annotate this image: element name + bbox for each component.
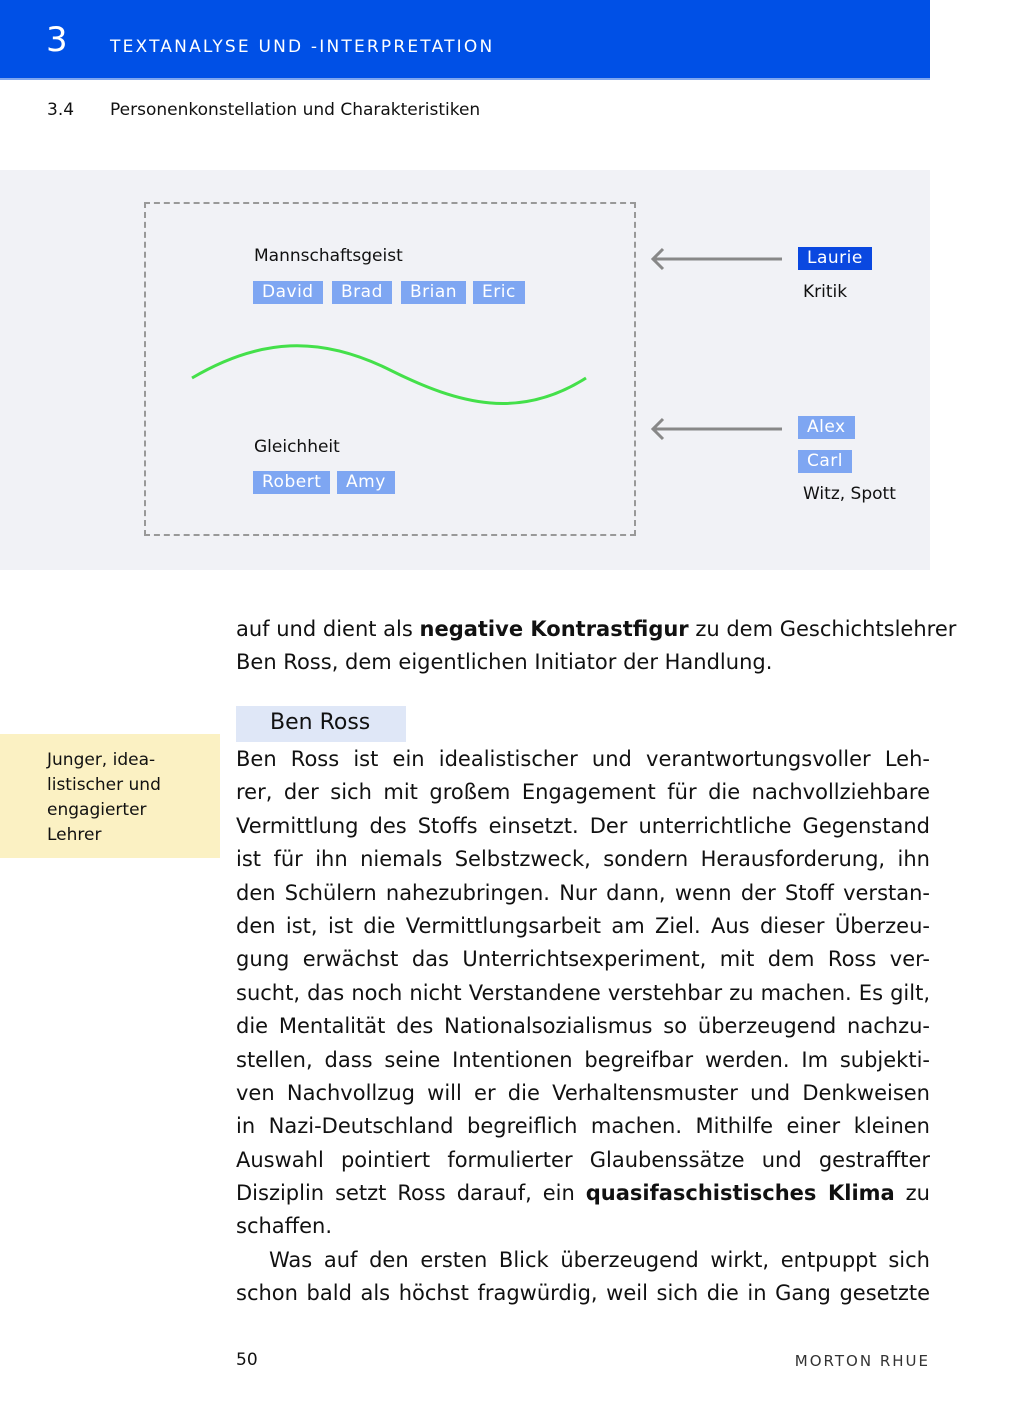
text-line bbox=[236, 1277, 930, 1310]
page-number: 50 bbox=[236, 1350, 258, 1370]
text-line bbox=[236, 843, 930, 876]
section-heading: Ben Ross bbox=[270, 710, 371, 735]
text-segment: gung erwächst das Unterrichtsexperiment, mit dem Ross ver- bbox=[236, 947, 930, 972]
chapter-number: 3 bbox=[46, 20, 68, 60]
diagram-graphics bbox=[0, 170, 930, 570]
text-segment: zu dem Geschichtslehrer bbox=[688, 617, 957, 641]
arrow-left-icon bbox=[653, 249, 782, 269]
text-line bbox=[236, 776, 930, 809]
text-line bbox=[236, 646, 930, 679]
label-witz-spott: Witz, Spott bbox=[803, 484, 896, 504]
group-label-gleichheit: Gleichheit bbox=[254, 437, 340, 457]
text-segment: schon bald als höchst fragwürdig, weil sich die in Gang gesetzte bbox=[236, 1281, 930, 1306]
text-line bbox=[236, 1110, 930, 1143]
tag-brian: Brian bbox=[401, 281, 466, 304]
tag-carl: Carl bbox=[798, 450, 852, 473]
margin-note bbox=[0, 734, 220, 858]
tag-amy: Amy bbox=[337, 471, 395, 494]
tag-brad: Brad bbox=[332, 281, 392, 304]
text-segment: den Schülern nahezubringen. Nur dann, wenn der Stoff verstan- bbox=[236, 880, 930, 905]
text-segment: Ben Ross, dem eigentlichen Initiator der Handlung. bbox=[236, 650, 773, 675]
bold-term: quasifaschistisches Klima bbox=[585, 1181, 895, 1206]
text-segment: Vermittlung des Stoffs einsetzt. Der unterrichtliche Gegenstand bbox=[236, 813, 930, 838]
tag-david: David bbox=[253, 281, 323, 304]
text-line bbox=[236, 1244, 930, 1277]
text-segment: sucht, das noch nicht Verstandene verstehbar zu machen. Es gilt, bbox=[236, 980, 930, 1005]
text-segment: schaffen. bbox=[236, 1214, 333, 1239]
text-segment: ist für ihn niemals Selbstzweck, sondern Herausforderung, ihn bbox=[236, 847, 930, 872]
text-segment: Was auf den ersten Blick überzeugend wirkt, entpuppt sich bbox=[269, 1248, 930, 1272]
text-segment: die Mentalität des Nationalsozialismus so überzeugend nachzu- bbox=[236, 1014, 930, 1039]
group-label-mannschaftsgeist: Mannschaftsgeist bbox=[254, 246, 403, 266]
chapter-title: TEXTANALYSE UND -INTERPRETATION bbox=[110, 37, 495, 57]
text-line bbox=[236, 943, 930, 976]
text-line bbox=[236, 743, 930, 776]
paragraph bbox=[236, 1244, 930, 1311]
text-line bbox=[236, 1077, 930, 1110]
tag-robert: Robert bbox=[253, 471, 330, 494]
margin-note-line: Lehrer bbox=[47, 825, 102, 845]
wave-line bbox=[192, 346, 586, 404]
character-diagram bbox=[0, 170, 930, 570]
text-line bbox=[236, 613, 957, 646]
text-segment: zu bbox=[894, 1181, 930, 1206]
text-segment: in Nazi-Deutschland begreiflich machen. Mithilfe einer kleinen bbox=[236, 1114, 930, 1139]
text-segment: Ben Ross ist ein idealistischer und verantwortungsvoller Leh- bbox=[236, 747, 930, 771]
text-segment: rer, der sich mit großem Engagement für die nachvollziehbare bbox=[236, 780, 930, 805]
bold-term: negative Kontrastfigur bbox=[419, 617, 689, 641]
text-segment: den ist, ist die Vermittlungsarbeit am Ziel. Aus dieser Überzeu- bbox=[236, 913, 930, 938]
text-line bbox=[236, 1010, 930, 1043]
margin-note-line: Junger, idea- bbox=[47, 750, 156, 770]
text-line bbox=[236, 1144, 930, 1177]
tag-eric: Eric bbox=[473, 281, 525, 304]
text-line bbox=[236, 877, 930, 910]
text-segment: ven Nachvollzug will er die Verhaltensmuster und Denkweisen bbox=[236, 1080, 930, 1105]
section-number: 3.4 bbox=[47, 100, 75, 120]
label-kritik: Kritik bbox=[803, 282, 848, 302]
text-line bbox=[236, 1044, 930, 1077]
text-line bbox=[236, 810, 930, 843]
text-segment: auf und dient als bbox=[236, 617, 420, 641]
arrow-left-icon bbox=[653, 419, 782, 439]
margin-note-line: engagierter bbox=[47, 800, 147, 820]
text-segment: stellen, dass seine Intentionen begreifbar werden. Im subjekti- bbox=[236, 1047, 930, 1072]
text-line bbox=[236, 977, 930, 1010]
text-line bbox=[236, 1210, 930, 1243]
paragraph bbox=[236, 613, 957, 680]
text-segment: Disziplin setzt Ross darauf, ein bbox=[236, 1181, 586, 1206]
tag-alex: Alex bbox=[798, 416, 855, 439]
tag-laurie: Laurie bbox=[798, 247, 872, 270]
text-segment: Auswahl pointiert formulierter Glaubenssätze und gestraffter bbox=[236, 1147, 930, 1172]
running-footer-author: MORTON RHUE bbox=[794, 1352, 930, 1370]
chapter-banner bbox=[0, 0, 930, 80]
margin-note-line: listischer und bbox=[47, 775, 161, 795]
text-line bbox=[236, 910, 930, 943]
section-title: Personenkonstellation und Charakteristiken bbox=[110, 100, 481, 120]
paragraph bbox=[236, 743, 930, 1244]
text-line bbox=[236, 1177, 930, 1210]
